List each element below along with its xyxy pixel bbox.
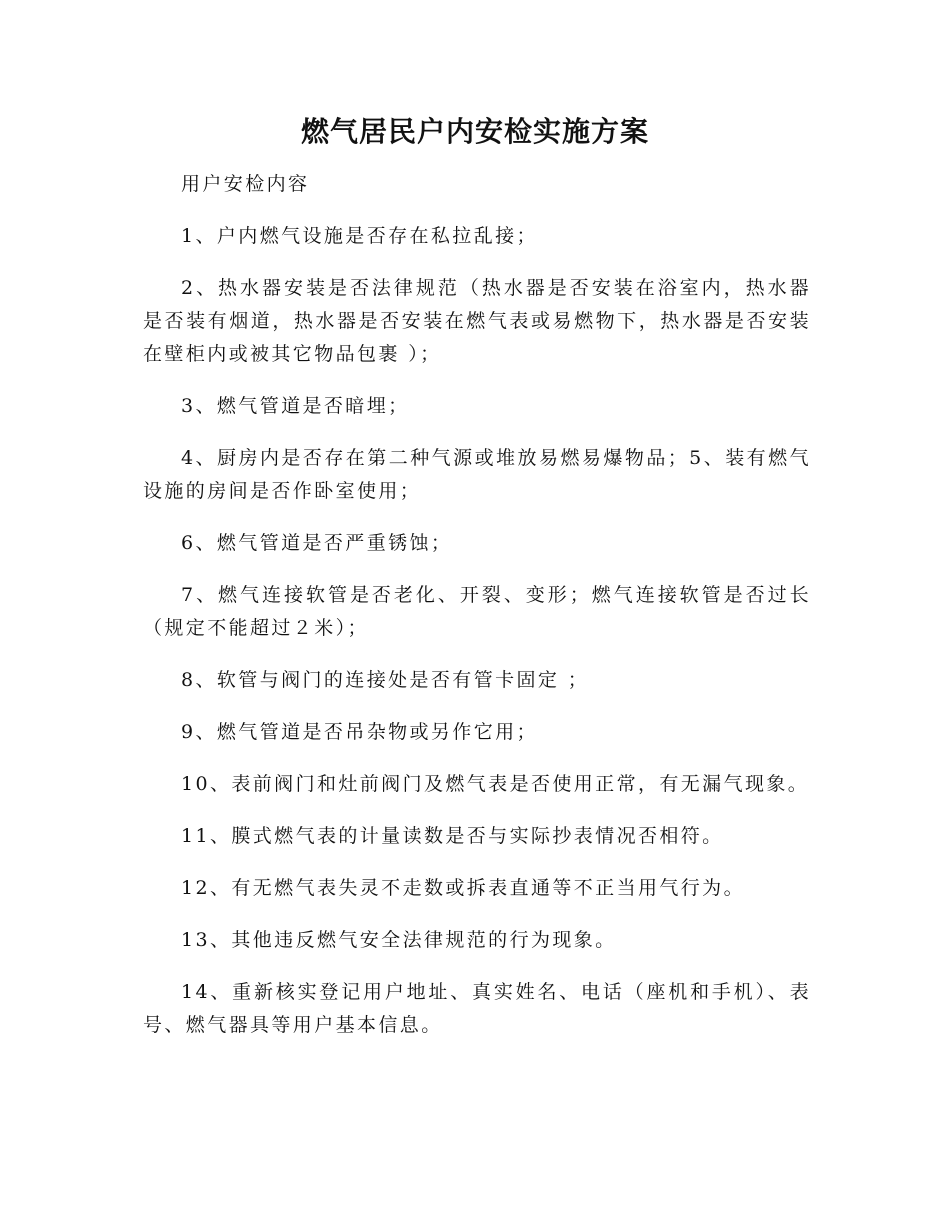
paragraph-item-10: 10、表前阀门和灶前阀门及燃气表是否使用正常，有无漏气现象。 xyxy=(181,773,810,795)
paragraph-item-1: 1、户内燃气设施是否存在私拉乱接； xyxy=(181,225,538,247)
paragraph-item-11: 11、膜式燃气表的计量读数是否与实际抄表情况否相符。 xyxy=(181,825,724,847)
paragraph-item-3: 3、燃气管道是否暗埋； xyxy=(181,395,410,417)
paragraph-item-6: 6、燃气管道是否严重锈蚀； xyxy=(181,532,453,554)
paragraph-item-4-5: 4、厨房内是否存在第二种气源或堆放易燃易爆物品；5、装有燃气设施的房间是否作卧室使用； xyxy=(143,447,811,502)
paragraph-item-12: 12、有无燃气表失灵不走数或拆表直通等不正当用气行为。 xyxy=(181,877,745,899)
document-title: 燃气居民户内安检实施方案 xyxy=(300,115,649,148)
paragraph-item-14: 14、重新核实登记用户地址、真实姓名、电话（座机和手机）、表号、燃气器具等用户基本信息。 xyxy=(143,981,811,1036)
paragraph-item-8: 8、软管与阀门的连接处是否有管卡固定 ； xyxy=(181,669,590,691)
paragraph-item-13: 13、其他违反燃气安全法律规范的行为现象。 xyxy=(181,929,617,951)
paragraph-item-9: 9、燃气管道是否吊杂物或另作它用； xyxy=(181,721,538,743)
paragraph-intro: 用户安检内容 xyxy=(181,173,310,195)
paragraph-item-7: 7、燃气连接软管是否老化、开裂、变形；燃气连接软管是否过长（规定不能超过２米）； xyxy=(143,584,811,639)
paragraph-item-2: 2、热水器安装是否法律规范（热水器是否安装在浴室内，热水器是否装有烟道，热水器是否安装在燃气表或易燃物下，热水器是否安装在壁柜内或被其它物品包裹 ）； xyxy=(143,277,811,365)
document-body xyxy=(143,168,811,1061)
